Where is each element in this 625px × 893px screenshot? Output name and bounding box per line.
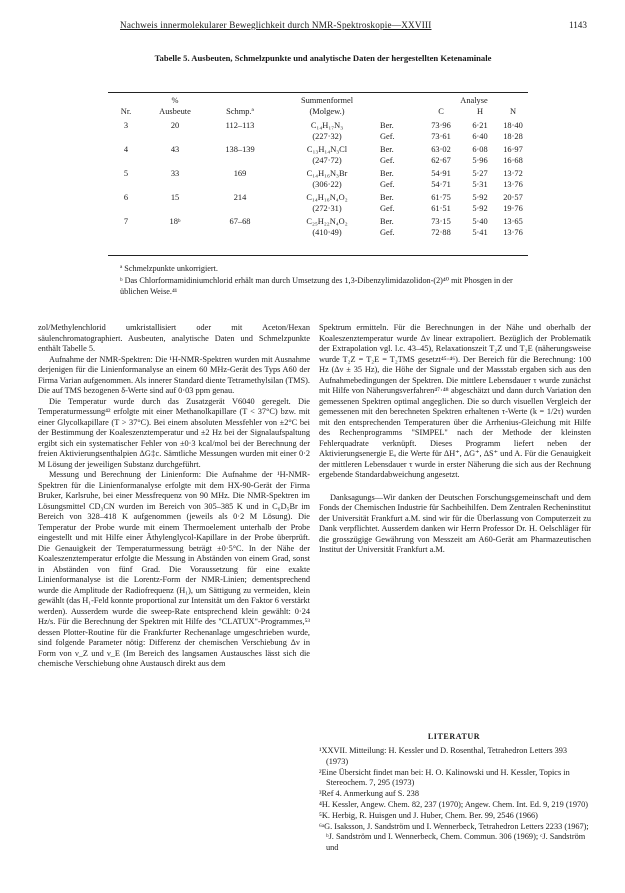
cell-rownum: 5 [123, 169, 129, 178]
cell-c-calc: 54·91 [431, 169, 451, 178]
col-h: H [476, 107, 484, 116]
cell-n-found: 16·68 [503, 156, 523, 165]
cell-c-calc: 73·15 [431, 217, 451, 226]
col-yield: Ausbeute [159, 107, 191, 116]
table-row-sub [108, 131, 528, 144]
cell-h-found: 6·40 [472, 132, 488, 141]
left-column [38, 323, 310, 670]
cell-molweight: (306·22) [312, 180, 342, 189]
col-analysis: Analyse [460, 96, 488, 105]
cell-label-gef: Gef. [380, 156, 395, 165]
cell-label-ber: Ber. [380, 121, 394, 130]
cell-label-gef: Gef. [380, 132, 395, 141]
reference-item: ³Ref 4. Anmerkung auf S. 238 [319, 789, 419, 799]
cell-h-found: 5·92 [472, 204, 488, 213]
paragraph: Spektrum ermitteln. Für die Berechnungen in der Nähe und oberhalb der Koaleszenztemperatur wurde Δν linear extrapoliert. Bezüglich der Problematik der Extrapolation vgl. l.c. 43–45), Relaxationszeit T₂Z und T₂E (näherungsweise wurde T₂Z = T₂E = T₂TMS gesetzt⁴⁵·⁴⁶). Der Bereich für die Berechnung: 100 Hz (Δν ± 35 Hz), die Höhe der Signale und der Massstab ergaben sich aus den Aufnahmebedingungen der Spektren. Die mittlere Lebensdauer τ wurde zunächst mit Hilfe von Näherungsverfahren⁴⁷·⁴⁸ abgeschätzt und dann durch Variation den gemessenen Spektren optimal angeglichen. Die so durch visuellen Vergleich der gemessenen mit den berechneten Spektren erhaltenen τ-Werte (k = 1/2τ) wurden mit den entsprechenden Temperaturen über die Arrhenius-Gleichung mit Hilfe des Rechenprogramms "SIMPEL" nach der Methode der kleinsten Fehlerquadrate verknüpft. Dieses Programm liefert neben der Aktivierungsenergie Eₐ die Werte für ΔH⁺, ΔG⁺, ΔS⁺ und A. Für die Genauigkeit der mittleren Lebensdauer τ wurde in erster Näherung die sich aus der Rechnung ergebende Standardabweichung angesetzt. [319, 323, 591, 479]
cell-melting-point: 112–113 [225, 121, 255, 130]
cell-formula: C₂₅H₂₂N₄O₂ [306, 217, 348, 226]
cell-n-found: 13·76 [503, 180, 523, 189]
cell-h-found: 5·41 [472, 228, 488, 237]
cell-formula: C₁₄H₁₇N₃ [310, 121, 344, 130]
cell-yield: 18ᵇ [169, 217, 181, 226]
cell-n-found: 18·28 [503, 132, 523, 141]
cell-c-found: 73·61 [431, 132, 451, 141]
col-mp: Schmp.ª [226, 107, 254, 116]
cell-melting-point: 169 [233, 169, 247, 178]
cell-melting-point: 67–68 [229, 217, 251, 226]
cell-n-found: 19·76 [503, 204, 523, 213]
col-n: N [509, 107, 517, 116]
paragraph: Messung und Berechnung der Linienform: Die Aufnahme der ¹H-NMR-Spektren für die Linienformanalyse erfolgte mit dem HX-90-Gerät der Firma Bruker, Karlsruhe, bei einer Messfrequenz von 90 MHz. Die NMR-Spektren im Lösungsmittel CD₃CN wurden im Bereich von 305–385 K und in C₆D₅Br im Bereich von 328–418 K aufgenommen (jeweils als 0·2 M Lösung). Die Temperatur der Probe wurde mit einem Thermoelement unterhalb der Probe eingestellt und mit Hilfe einer Äthylenglycol-Kapillare in der Probe überprüft. Die Genauigkeit der Temperaturmessung beträgt ±0·5°C. In der Nähe der Koaleszenztemperatur erfolgte die Messung in Abständen von einem Grad, sonst in Abständen von fünf Grad. Die Voraussetzung für eine exakte Linienformanalyse ist die Lorentz-Form der NMR-Linien; dementsprechend wurde die Amplitude der Radiofrequenz (H₁), um Sättigung zu vermeiden, klein gewählt (das H₁-Feld konnte proportional zur Intensität um den Faktor 6 verstärkt werden). Ausserdem wurde die sweep-Rate entsprechend klein gewählt: 0·24 Hz/s. Für die Berechnung der Spektren mit Hilfe des "CLATUX"-Programmes,⁵³ dessen Plotter-Routine für die Frankfurter Rechenanlage umgeschrieben wurde, sind folgende Parameter nötig: Differenz der chemischen Verschiebung Δν in Form von ν_Z und ν_E (Im Bereich des langsamen Austausches lässt sich die chemische Verschiebung ohne Austausch direkt aus dem [38, 470, 310, 668]
table-row [108, 144, 528, 155]
cell-melting-point: 138–139 [225, 145, 255, 154]
cell-label-gef: Gef. [380, 180, 395, 189]
cell-rownum: 4 [123, 145, 129, 154]
cell-h-found: 5·96 [472, 156, 488, 165]
table-bottom-rule [108, 255, 528, 256]
cell-label-ber: Ber. [380, 193, 394, 202]
literature-heading: LITERATUR [427, 732, 481, 741]
cell-h-calc: 5·92 [472, 193, 488, 202]
paragraph: zol/Methylenchlorid umkristallisiert oder mit Aceton/Hexan säulenchromatographiert. Ausbeuten, analytische Daten und Schmelzpunkte enthält Tabelle 5. [38, 323, 310, 353]
right-column [319, 323, 591, 556]
table-row [108, 120, 528, 131]
cell-h-calc: 5·27 [472, 169, 488, 178]
cell-melting-point: 214 [233, 193, 247, 202]
cell-h-found: 5·31 [472, 180, 488, 189]
cell-yield: 20 [170, 121, 180, 130]
cell-formula: C₁₃H₁₄N₃Cl [306, 145, 348, 154]
cell-n-found: 13·76 [503, 228, 523, 237]
cell-rownum: 7 [123, 217, 129, 226]
reference-item: ⁴H. Kessler, Angew. Chem. 82, 237 (1970); Angew. Chem. Int. Ed. 9, 219 (1970) [319, 799, 589, 809]
col-nr: Nr. [120, 107, 132, 116]
cell-label-gef: Gef. [380, 204, 395, 213]
table-row-sub [108, 227, 528, 240]
cell-c-found: 72·88 [431, 228, 451, 237]
cell-molweight: (410·49) [312, 228, 342, 237]
running-title: Nachweis innermolekularer Beweglichkeit durch NMR-Spektroskopie—XXVIII [120, 20, 432, 30]
cell-c-calc: 61·75 [431, 193, 451, 202]
table-row [108, 192, 528, 203]
cell-n-calc: 16·97 [503, 145, 523, 154]
cell-n-calc: 18·40 [503, 121, 523, 130]
cell-yield: 43 [170, 145, 180, 154]
table-row-sub [108, 155, 528, 168]
paragraph: Die Temperatur wurde durch das Zusatzgerät V6040 geregelt. Die Temperaturmessung⁴² erfolgte mit einer Methanolkapillare (T < 37°C) bzw. mit einer Glycolkapillare (T > 37°C). Bei einem absoluten Messfehler von ±2°C bei der Bestimmung der Koaleszenztemperatur und ±2 Hz bei der Signalaufspaltung ergibt sich ein systematischer Fehler von ±0·3 kcal/mol bei der Berechnung der freien Aktivierungsenthalpien ΔG‡c. Sämtliche Messungen wurden mit einer 0·2 M Lösung der jeweiligen Substanz durchgeführt. [38, 396, 310, 469]
cell-molweight: (227·32) [312, 132, 342, 141]
cell-molweight: (247·72) [312, 156, 342, 165]
cell-yield: 15 [170, 193, 180, 202]
table-row [108, 168, 528, 179]
cell-c-found: 62·67 [431, 156, 451, 165]
table-footnote-b: ᵇ Das Chlorformamidiniumchlorid erhält man durch Umsetzung des 1,3-Dibenzylimidazolidon-(2)⁴⁰ mit Phosgen in der üblichen Weise.⁴¹ [120, 276, 513, 296]
col-c: C [438, 107, 444, 116]
reference-list [319, 746, 589, 854]
acknowledgement: Danksagungs—Wir danken der Deutschen Forschungsgemeinschaft und dem Fonds der Chemischen Industrie für Sachbeihilfen. Dem Zentralen Recheninstitut der Universität Frankfurt a.M. sind wir für die Überlassung von Computerzeit zu Dank verpflichtet. Ausserdem danken wir Herrn Professor Dr. H. Oelschläger für die grosszügige Gewährung von Messzeit am A60-Gerät am Pharmazeutischen Institut der Universität Frankfurt a.M. [319, 492, 591, 554]
cell-n-calc: 13·65 [503, 217, 523, 226]
reference-item: ⁶ᵃG. Isaksson, J. Sandström und I. Wennerbeck, Tetrahedron Letters 2233 (1967); ᵇJ. Sandström und I. Wennerbeck, Chem. Commun. 306 (1969); ᶜJ. Sandström und [319, 821, 589, 853]
col-formula-top: Summenformel [300, 96, 354, 105]
table-footnote-a: ª Schmelzpunkte unkorrigiert. [120, 264, 218, 273]
table-caption: Tabelle 5. Ausbeuten, Schmelzpunkte und analytische Daten der hergestellten Ketenaminale [154, 53, 492, 63]
cell-label-gef: Gef. [380, 228, 395, 237]
cell-h-calc: 5·40 [472, 217, 488, 226]
cell-formula: C₁₄H₁₆N₃Br [306, 169, 348, 178]
cell-formula: C₁₄H₁₆N₄O₂ [306, 193, 348, 202]
cell-c-found: 54·71 [431, 180, 451, 189]
results-table [108, 95, 528, 240]
cell-rownum: 6 [123, 193, 129, 202]
cell-c-calc: 63·02 [431, 145, 451, 154]
page-number: 1143 [568, 20, 587, 30]
reference-item: ⁵K. Herbig, R. Huisgen und J. Huber, Chem. Ber. 99, 2546 (1966) [319, 810, 538, 820]
table-row-sub [108, 179, 528, 192]
cell-yield: 33 [170, 169, 180, 178]
table-row [108, 216, 528, 227]
cell-molweight: (272·31) [312, 204, 342, 213]
reference-item: ¹XXVII. Mitteilung: H. Kessler und D. Rosenthal, Tetrahedron Letters 393 (1973) [319, 746, 568, 766]
cell-c-calc: 73·96 [431, 121, 451, 130]
cell-label-ber: Ber. [380, 217, 394, 226]
reference-item: ²Eine Übersicht findet man bei: H. O. Kalinowski und H. Kessler, Topics in Stereochem. 7, 295 (1973) [319, 767, 570, 788]
cell-n-calc: 20·57 [503, 193, 523, 202]
cell-c-found: 61·51 [431, 204, 451, 213]
cell-n-calc: 13·72 [503, 169, 523, 178]
cell-h-calc: 6·08 [472, 145, 488, 154]
cell-rownum: 3 [123, 121, 129, 130]
col-yield-top: % [171, 96, 179, 105]
cell-label-ber: Ber. [380, 145, 394, 154]
col-formula: (Molgew.) [309, 107, 345, 116]
table-top-rule [108, 92, 528, 93]
paragraph: Aufnahme der NMR-Spektren: Die ¹H-NMR-Spektren wurden mit Ausnahme derjenigen für die Linienformanalyse an einem 60 MHz-Gerät des Typs A60 der Firma Varian aufgenommen. Als innerer Standard diente Tetramethylsilan (TMS). Die auf TMS bezogenen δ-Werte sind auf 0·03 ppm genau. [38, 354, 310, 395]
table-row-sub [108, 203, 528, 216]
cell-h-calc: 6·21 [472, 121, 488, 130]
cell-label-ber: Ber. [380, 169, 394, 178]
